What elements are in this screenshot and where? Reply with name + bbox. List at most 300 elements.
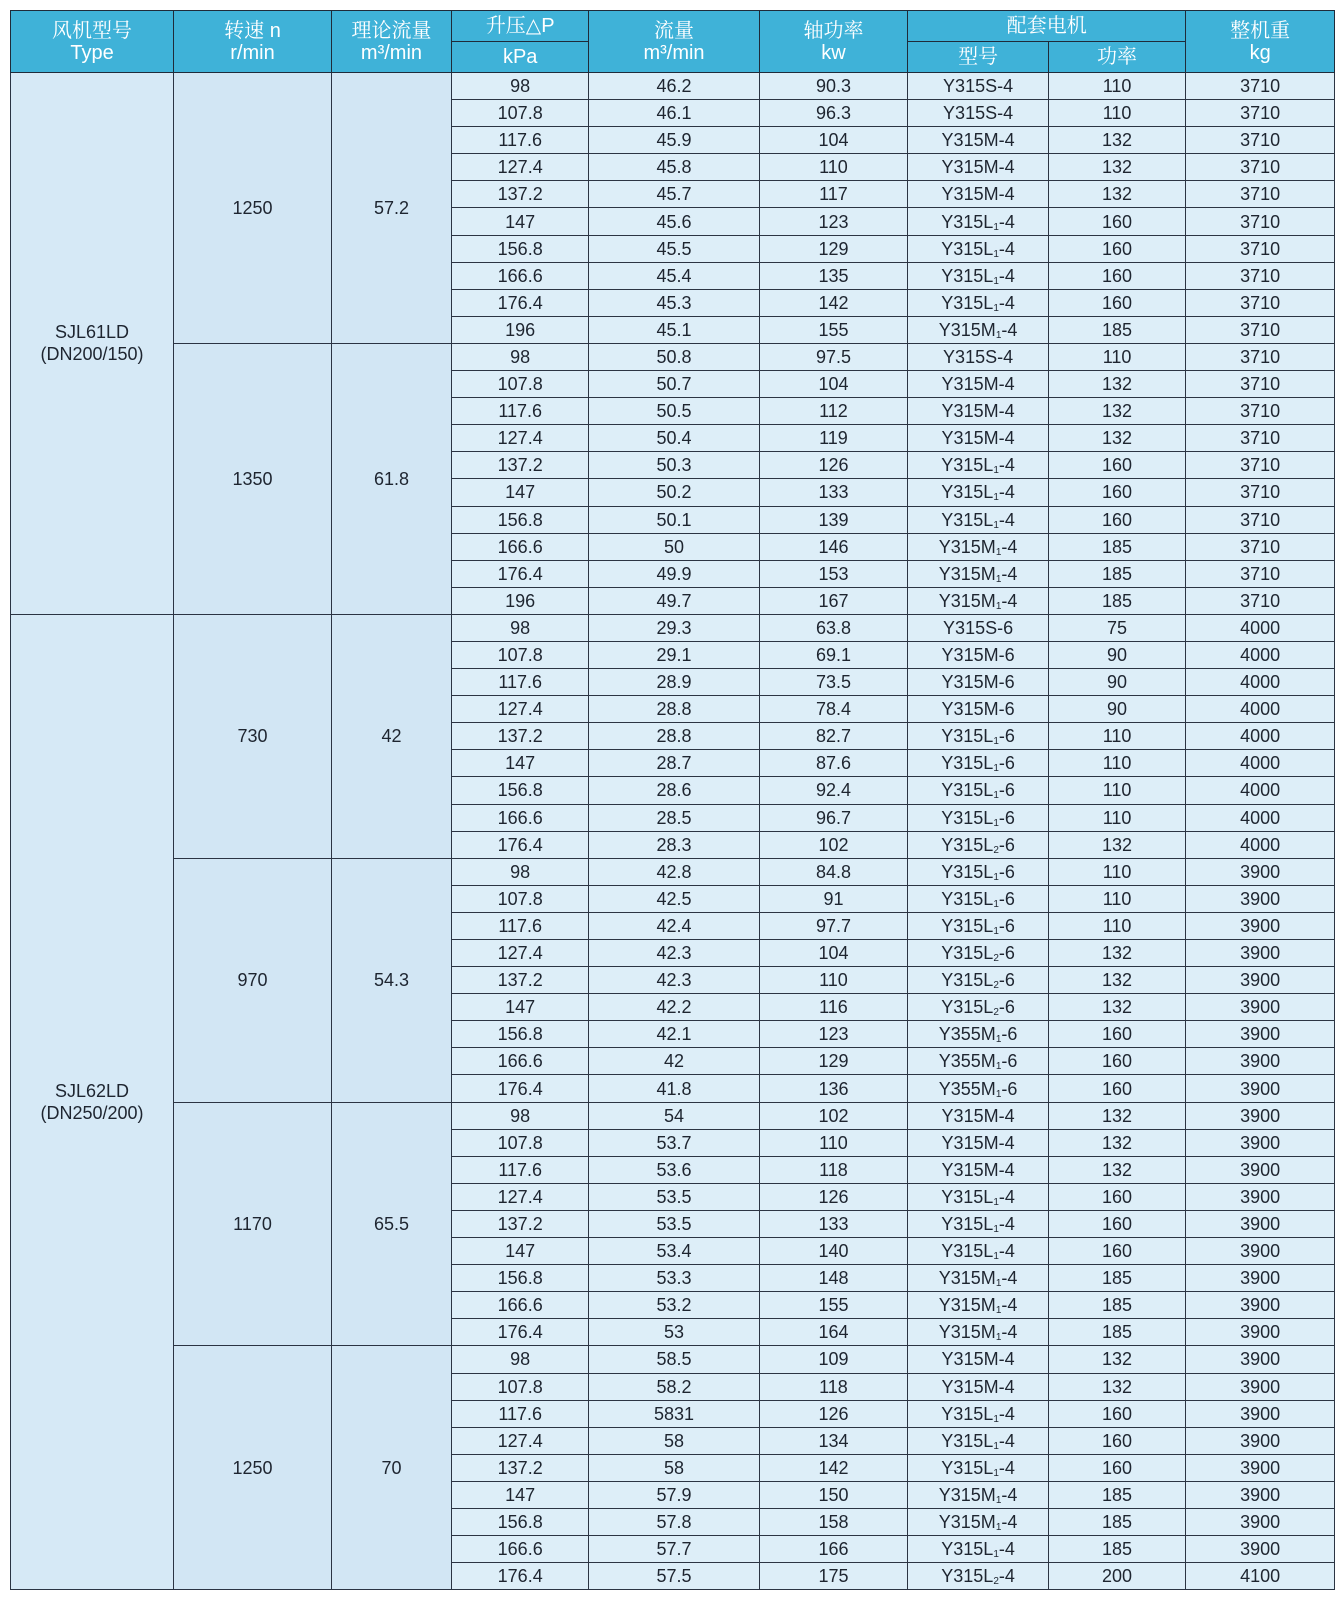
motor-model-cell: $Y315L_1-6$ (908, 777, 1049, 804)
shaft-power-cell: 167 (759, 587, 908, 614)
flow-cell: 50.5 (589, 398, 759, 425)
header-speed: 转速 n r/min (174, 11, 332, 73)
weight-cell: 4000 (1186, 614, 1335, 641)
motor-power-cell: 185 (1048, 1536, 1185, 1563)
motor-power-cell: 132 (1048, 940, 1185, 967)
fan-type-diameter: (DN200/150) (40, 344, 144, 365)
weight-cell: 3900 (1186, 912, 1335, 939)
theoretical-flow-cell: 61.8 (331, 343, 451, 614)
pressure-cell: 107.8 (451, 1129, 588, 1156)
motor-model-cell: $Y355M_1-6$ (908, 1048, 1049, 1075)
motor-power-cell: 110 (1048, 858, 1185, 885)
flow-cell: 58.5 (589, 1346, 759, 1373)
motor-model-cell: $Y315L_1-4$ (908, 1400, 1049, 1427)
flow-cell: 53.2 (589, 1292, 759, 1319)
speed-cell: 730 (174, 614, 332, 858)
flow-cell: 28.8 (589, 723, 759, 750)
motor-power-cell: 185 (1048, 533, 1185, 560)
motor-power-cell: 160 (1048, 506, 1185, 533)
shaft-power-cell: 96.3 (759, 100, 908, 127)
motor-power-cell: 160 (1048, 479, 1185, 506)
pressure-cell: 98 (451, 1102, 588, 1129)
flow-cell: 45.7 (589, 181, 759, 208)
table-row (11, 1102, 1335, 1129)
shaft-power-cell: 155 (759, 316, 908, 343)
motor-power-cell: 185 (1048, 560, 1185, 587)
pressure-cell: 98 (451, 1346, 588, 1373)
speed-cell: 1250 (174, 73, 332, 344)
motor-model-cell: $Y315M_1-4$ (908, 1508, 1049, 1535)
motor-model-cell: $Y315L_1-4$ (908, 262, 1049, 289)
shaft-power-cell: 129 (759, 1048, 908, 1075)
shaft-power-cell: 87.6 (759, 750, 908, 777)
motor-model-cell: $Y315L_2-6$ (908, 831, 1049, 858)
motor-power-cell: 110 (1048, 750, 1185, 777)
flow-cell: 45.9 (589, 127, 759, 154)
pressure-cell: 166.6 (451, 533, 588, 560)
pressure-cell: 137.2 (451, 181, 588, 208)
fan-type-cell (11, 614, 174, 1589)
motor-model-cell: $Y315M_1-4$ (908, 1319, 1049, 1346)
motor-model-cell: $Y355M_1-6$ (908, 1075, 1049, 1102)
shaft-power-cell: 140 (759, 1238, 908, 1265)
weight-cell: 3710 (1186, 289, 1335, 316)
header-weight: 整机重 kg (1186, 11, 1335, 73)
flow-cell: 45.4 (589, 262, 759, 289)
pressure-cell: 117.6 (451, 669, 588, 696)
shaft-power-cell: 102 (759, 831, 908, 858)
weight-cell: 3710 (1186, 181, 1335, 208)
weight-cell: 3710 (1186, 343, 1335, 370)
weight-cell: 3900 (1186, 1075, 1335, 1102)
motor-power-cell: 160 (1048, 1210, 1185, 1237)
theoretical-flow-cell: 70 (331, 1346, 451, 1590)
shaft-power-cell: 104 (759, 371, 908, 398)
weight-cell: 3900 (1186, 885, 1335, 912)
pressure-cell: 166.6 (451, 1292, 588, 1319)
shaft-power-cell: 126 (759, 1183, 908, 1210)
weight-cell: 4000 (1186, 750, 1335, 777)
weight-cell: 3900 (1186, 858, 1335, 885)
shaft-power-cell: 139 (759, 506, 908, 533)
motor-model-cell: Y315M-4 (908, 127, 1049, 154)
flow-cell: 28.7 (589, 750, 759, 777)
weight-cell: 3900 (1186, 1400, 1335, 1427)
weight-cell: 3710 (1186, 371, 1335, 398)
shaft-power-cell: 92.4 (759, 777, 908, 804)
shaft-power-cell: 97.5 (759, 343, 908, 370)
shaft-power-cell: 129 (759, 235, 908, 262)
pressure-cell: 107.8 (451, 371, 588, 398)
weight-cell: 3900 (1186, 1102, 1335, 1129)
weight-cell: 4000 (1186, 641, 1335, 668)
shaft-power-cell: 166 (759, 1536, 908, 1563)
speed-cell: 1350 (174, 343, 332, 614)
pressure-cell: 176.4 (451, 1563, 588, 1590)
motor-model-cell: Y315M-4 (908, 371, 1049, 398)
pressure-cell: 147 (451, 1238, 588, 1265)
motor-model-cell: $Y315L_1-6$ (908, 912, 1049, 939)
motor-power-cell: 132 (1048, 1156, 1185, 1183)
shaft-power-cell: 153 (759, 560, 908, 587)
pressure-cell: 156.8 (451, 1508, 588, 1535)
motor-power-cell: 90 (1048, 696, 1185, 723)
flow-cell: 42.5 (589, 885, 759, 912)
shaft-power-cell: 90.3 (759, 73, 908, 100)
weight-cell: 4000 (1186, 669, 1335, 696)
motor-power-cell: 132 (1048, 154, 1185, 181)
weight-cell: 3900 (1186, 1346, 1335, 1373)
pressure-cell: 98 (451, 858, 588, 885)
weight-cell: 3900 (1186, 1373, 1335, 1400)
table-row (11, 858, 1335, 885)
motor-model-cell: $Y315L_1-6$ (908, 858, 1049, 885)
motor-power-cell: 132 (1048, 371, 1185, 398)
fan-spec-table (10, 10, 1335, 1590)
weight-cell: 4000 (1186, 777, 1335, 804)
motor-model-cell: $Y315L_1-6$ (908, 723, 1049, 750)
flow-cell: 53.3 (589, 1265, 759, 1292)
weight-cell: 3710 (1186, 506, 1335, 533)
shaft-power-cell: 97.7 (759, 912, 908, 939)
motor-model-cell: Y315S-6 (908, 614, 1049, 641)
flow-cell: 45.5 (589, 235, 759, 262)
theoretical-flow-cell: 57.2 (331, 73, 451, 344)
flow-cell: 49.9 (589, 560, 759, 587)
fan-type-model: SJL61LD (55, 322, 130, 343)
table-row (11, 614, 1335, 641)
weight-cell: 3900 (1186, 1048, 1335, 1075)
pressure-cell: 117.6 (451, 912, 588, 939)
motor-power-cell: 160 (1048, 1183, 1185, 1210)
table-row (11, 343, 1335, 370)
motor-model-cell: $Y315M_1-4$ (908, 316, 1049, 343)
shaft-power-cell: 158 (759, 1508, 908, 1535)
motor-model-cell: $Y315L_1-6$ (908, 750, 1049, 777)
weight-cell: 3900 (1186, 1319, 1335, 1346)
flow-cell: 28.5 (589, 804, 759, 831)
motor-power-cell: 160 (1048, 1021, 1185, 1048)
pressure-cell: 137.2 (451, 1454, 588, 1481)
table-body (11, 73, 1335, 1590)
shaft-power-cell: 135 (759, 262, 908, 289)
pressure-cell: 176.4 (451, 1319, 588, 1346)
header-pressure-unit: kPa (451, 42, 588, 73)
motor-power-cell: 110 (1048, 343, 1185, 370)
flow-cell: 57.7 (589, 1536, 759, 1563)
motor-model-cell: $Y315M_1-4$ (908, 1481, 1049, 1508)
shaft-power-cell: 91 (759, 885, 908, 912)
motor-power-cell: 132 (1048, 1346, 1185, 1373)
shaft-power-cell: 69.1 (759, 641, 908, 668)
flow-cell: 42.1 (589, 1021, 759, 1048)
motor-power-cell: 132 (1048, 398, 1185, 425)
shaft-power-cell: 126 (759, 452, 908, 479)
motor-model-cell: $Y315L_1-4$ (908, 506, 1049, 533)
shaft-power-cell: 96.7 (759, 804, 908, 831)
motor-power-cell: 160 (1048, 1238, 1185, 1265)
flow-cell: 53.5 (589, 1183, 759, 1210)
flow-cell: 53.6 (589, 1156, 759, 1183)
shaft-power-cell: 150 (759, 1481, 908, 1508)
motor-power-cell: 160 (1048, 1427, 1185, 1454)
weight-cell: 3900 (1186, 1183, 1335, 1210)
flow-cell: 45.3 (589, 289, 759, 316)
weight-cell: 4000 (1186, 804, 1335, 831)
flow-cell: 45.8 (589, 154, 759, 181)
flow-cell: 5831 (589, 1400, 759, 1427)
shaft-power-cell: 112 (759, 398, 908, 425)
motor-power-cell: 110 (1048, 912, 1185, 939)
shaft-power-cell: 148 (759, 1265, 908, 1292)
flow-cell: 42.3 (589, 940, 759, 967)
motor-power-cell: 185 (1048, 1265, 1185, 1292)
shaft-power-cell: 110 (759, 154, 908, 181)
pressure-cell: 137.2 (451, 1210, 588, 1237)
weight-cell: 3900 (1186, 994, 1335, 1021)
speed-cell: 1250 (174, 1346, 332, 1590)
header-motor-model: 型号 (908, 42, 1049, 73)
shaft-power-cell: 134 (759, 1427, 908, 1454)
motor-power-cell: 185 (1048, 587, 1185, 614)
shaft-power-cell: 63.8 (759, 614, 908, 641)
shaft-power-cell: 78.4 (759, 696, 908, 723)
weight-cell: 3710 (1186, 587, 1335, 614)
pressure-cell: 98 (451, 73, 588, 100)
flow-cell: 42.3 (589, 967, 759, 994)
motor-model-cell: $Y315L_1-4$ (908, 1183, 1049, 1210)
weight-cell: 3710 (1186, 154, 1335, 181)
motor-model-cell: Y315M-4 (908, 1129, 1049, 1156)
weight-cell: 3900 (1186, 1481, 1335, 1508)
weight-cell: 4000 (1186, 723, 1335, 750)
motor-power-cell: 75 (1048, 614, 1185, 641)
pressure-cell: 147 (451, 750, 588, 777)
shaft-power-cell: 119 (759, 425, 908, 452)
header-type: 风机型号 Type (11, 11, 174, 73)
flow-cell: 53.7 (589, 1129, 759, 1156)
shaft-power-cell: 117 (759, 181, 908, 208)
flow-cell: 28.6 (589, 777, 759, 804)
motor-power-cell: 110 (1048, 804, 1185, 831)
pressure-cell: 156.8 (451, 1265, 588, 1292)
motor-model-cell: $Y315L_1-4$ (908, 1427, 1049, 1454)
weight-cell: 3710 (1186, 425, 1335, 452)
shaft-power-cell: 102 (759, 1102, 908, 1129)
flow-cell: 58 (589, 1454, 759, 1481)
motor-model-cell: $Y315M_1-4$ (908, 587, 1049, 614)
weight-cell: 3900 (1186, 1427, 1335, 1454)
weight-cell: 3900 (1186, 1536, 1335, 1563)
pressure-cell: 196 (451, 587, 588, 614)
weight-cell: 3900 (1186, 1238, 1335, 1265)
flow-cell: 53 (589, 1319, 759, 1346)
shaft-power-cell: 110 (759, 967, 908, 994)
pressure-cell: 117.6 (451, 127, 588, 154)
pressure-cell: 98 (451, 343, 588, 370)
motor-model-cell: $Y315L_1-6$ (908, 804, 1049, 831)
fan-type-cell (11, 73, 174, 615)
pressure-cell: 117.6 (451, 1400, 588, 1427)
pressure-cell: 166.6 (451, 804, 588, 831)
flow-cell: 49.7 (589, 587, 759, 614)
flow-cell: 28.3 (589, 831, 759, 858)
pressure-cell: 156.8 (451, 777, 588, 804)
pressure-cell: 107.8 (451, 100, 588, 127)
flow-cell: 42 (589, 1048, 759, 1075)
motor-model-cell: Y315M-4 (908, 1373, 1049, 1400)
pressure-cell: 127.4 (451, 1427, 588, 1454)
weight-cell: 3710 (1186, 100, 1335, 127)
motor-model-cell: Y315S-4 (908, 100, 1049, 127)
pressure-cell: 147 (451, 1481, 588, 1508)
motor-power-cell: 132 (1048, 1373, 1185, 1400)
flow-cell: 54 (589, 1102, 759, 1129)
shaft-power-cell: 82.7 (759, 723, 908, 750)
flow-cell: 57.9 (589, 1481, 759, 1508)
weight-cell: 3900 (1186, 1156, 1335, 1183)
motor-model-cell: $Y315L_1-4$ (908, 208, 1049, 235)
header-pressure: 升压△P (451, 11, 588, 42)
header-motor: 配套电机 (908, 11, 1186, 42)
shaft-power-cell: 164 (759, 1319, 908, 1346)
motor-power-cell: 160 (1048, 235, 1185, 262)
flow-cell: 57.8 (589, 1508, 759, 1535)
motor-model-cell: Y315M-4 (908, 425, 1049, 452)
pressure-cell: 147 (451, 994, 588, 1021)
pressure-cell: 196 (451, 316, 588, 343)
pressure-cell: 176.4 (451, 831, 588, 858)
flow-cell: 58 (589, 1427, 759, 1454)
shaft-power-cell: 123 (759, 208, 908, 235)
pressure-cell: 176.4 (451, 560, 588, 587)
flow-cell: 28.9 (589, 669, 759, 696)
weight-cell: 3900 (1186, 940, 1335, 967)
pressure-cell: 147 (451, 208, 588, 235)
weight-cell: 3900 (1186, 1021, 1335, 1048)
flow-cell: 50.8 (589, 343, 759, 370)
flow-cell: 50.3 (589, 452, 759, 479)
pressure-cell: 127.4 (451, 940, 588, 967)
shaft-power-cell: 133 (759, 479, 908, 506)
table-row (11, 1346, 1335, 1373)
flow-cell: 29.1 (589, 641, 759, 668)
motor-model-cell: Y315M-4 (908, 1346, 1049, 1373)
motor-model-cell: $Y315L_1-4$ (908, 289, 1049, 316)
motor-power-cell: 160 (1048, 289, 1185, 316)
pressure-cell: 107.8 (451, 885, 588, 912)
speed-cell: 1170 (174, 1102, 332, 1346)
weight-cell: 3710 (1186, 533, 1335, 560)
motor-model-cell: $Y315L_2-6$ (908, 994, 1049, 1021)
motor-power-cell: 132 (1048, 181, 1185, 208)
motor-power-cell: 160 (1048, 1075, 1185, 1102)
weight-cell: 3900 (1186, 1508, 1335, 1535)
shaft-power-cell: 104 (759, 940, 908, 967)
pressure-cell: 107.8 (451, 641, 588, 668)
weight-cell: 3900 (1186, 1265, 1335, 1292)
shaft-power-cell: 123 (759, 1021, 908, 1048)
shaft-power-cell: 146 (759, 533, 908, 560)
flow-cell: 50.7 (589, 371, 759, 398)
motor-power-cell: 132 (1048, 994, 1185, 1021)
motor-model-cell: $Y315L_2-4$ (908, 1563, 1049, 1590)
flow-cell: 42.8 (589, 858, 759, 885)
motor-power-cell: 185 (1048, 1508, 1185, 1535)
shaft-power-cell: 155 (759, 1292, 908, 1319)
weight-cell: 4100 (1186, 1563, 1335, 1590)
flow-cell: 50.4 (589, 425, 759, 452)
pressure-cell: 166.6 (451, 1048, 588, 1075)
motor-model-cell: $Y315L_1-4$ (908, 479, 1049, 506)
motor-model-cell: $Y315L_1-4$ (908, 235, 1049, 262)
weight-cell: 3710 (1186, 127, 1335, 154)
shaft-power-cell: 109 (759, 1346, 908, 1373)
motor-power-cell: 160 (1048, 1048, 1185, 1075)
motor-model-cell: $Y315L_1-4$ (908, 1454, 1049, 1481)
flow-cell: 28.8 (589, 696, 759, 723)
motor-power-cell: 185 (1048, 1292, 1185, 1319)
shaft-power-cell: 84.8 (759, 858, 908, 885)
motor-power-cell: 132 (1048, 425, 1185, 452)
shaft-power-cell: 116 (759, 994, 908, 1021)
motor-power-cell: 110 (1048, 100, 1185, 127)
motor-model-cell: $Y315L_1-4$ (908, 452, 1049, 479)
flow-cell: 50.1 (589, 506, 759, 533)
weight-cell: 4000 (1186, 696, 1335, 723)
motor-model-cell: $Y315L_1-4$ (908, 1210, 1049, 1237)
motor-power-cell: 132 (1048, 1102, 1185, 1129)
motor-model-cell: $Y315L_1-4$ (908, 1238, 1049, 1265)
flow-cell: 42.2 (589, 994, 759, 1021)
motor-model-cell: Y315M-6 (908, 641, 1049, 668)
header-flow: 流量 m³/min (589, 11, 759, 73)
motor-model-cell: $Y315L_2-6$ (908, 967, 1049, 994)
motor-model-cell: Y315M-4 (908, 154, 1049, 181)
motor-model-cell: $Y315M_1-4$ (908, 533, 1049, 560)
motor-model-cell: Y315M-6 (908, 669, 1049, 696)
flow-cell: 41.8 (589, 1075, 759, 1102)
pressure-cell: 166.6 (451, 1536, 588, 1563)
shaft-power-cell: 118 (759, 1156, 908, 1183)
pressure-cell: 166.6 (451, 262, 588, 289)
motor-power-cell: 90 (1048, 669, 1185, 696)
motor-power-cell: 110 (1048, 723, 1185, 750)
shaft-power-cell: 133 (759, 1210, 908, 1237)
pressure-cell: 127.4 (451, 425, 588, 452)
weight-cell: 3900 (1186, 1129, 1335, 1156)
motor-model-cell: Y315S-4 (908, 343, 1049, 370)
motor-model-cell: $Y315M_1-4$ (908, 1292, 1049, 1319)
theoretical-flow-cell: 54.3 (331, 858, 451, 1102)
header-motor-power: 功率 (1048, 42, 1185, 73)
pressure-cell: 156.8 (451, 1021, 588, 1048)
pressure-cell: 127.4 (451, 154, 588, 181)
shaft-power-cell: 142 (759, 289, 908, 316)
pressure-cell: 127.4 (451, 696, 588, 723)
motor-power-cell: 160 (1048, 452, 1185, 479)
motor-power-cell: 110 (1048, 777, 1185, 804)
pressure-cell: 156.8 (451, 506, 588, 533)
flow-cell: 46.1 (589, 100, 759, 127)
theoretical-flow-cell: 42 (331, 614, 451, 858)
motor-model-cell: Y315M-4 (908, 398, 1049, 425)
motor-model-cell: $Y315M_1-4$ (908, 1265, 1049, 1292)
motor-power-cell: 160 (1048, 1400, 1185, 1427)
flow-cell: 50.2 (589, 479, 759, 506)
shaft-power-cell: 126 (759, 1400, 908, 1427)
motor-power-cell: 200 (1048, 1563, 1185, 1590)
